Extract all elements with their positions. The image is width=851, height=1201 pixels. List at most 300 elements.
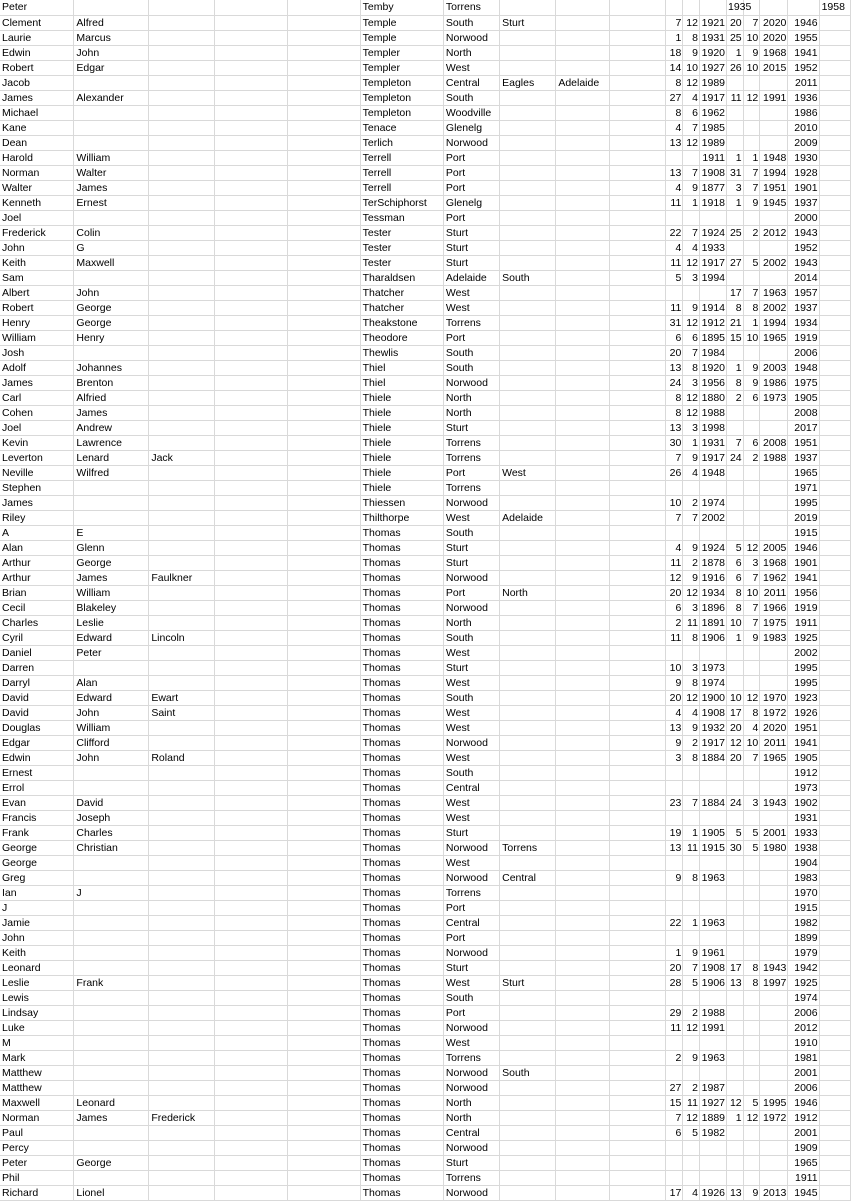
cell[interactable] bbox=[683, 285, 700, 300]
cell[interactable]: 1911 bbox=[788, 615, 819, 630]
cell[interactable] bbox=[500, 1020, 556, 1035]
cell[interactable]: 6 bbox=[743, 435, 760, 450]
cell[interactable] bbox=[727, 1140, 744, 1155]
cell[interactable] bbox=[819, 255, 850, 270]
cell[interactable]: 3 bbox=[727, 180, 744, 195]
cell[interactable] bbox=[819, 1170, 850, 1185]
cell[interactable] bbox=[727, 870, 744, 885]
cell[interactable]: 1946 bbox=[788, 15, 819, 30]
cell[interactable]: 1908 bbox=[699, 960, 726, 975]
cell[interactable]: 7 bbox=[665, 15, 683, 30]
cell[interactable] bbox=[74, 660, 149, 675]
cell[interactable] bbox=[149, 105, 215, 120]
cell[interactable]: Marcus bbox=[74, 30, 149, 45]
cell[interactable]: 30 bbox=[665, 435, 683, 450]
cell[interactable] bbox=[743, 420, 760, 435]
cell[interactable] bbox=[500, 375, 556, 390]
cell[interactable] bbox=[74, 930, 149, 945]
cell[interactable] bbox=[760, 420, 788, 435]
cell[interactable] bbox=[819, 465, 850, 480]
cell[interactable] bbox=[214, 885, 287, 900]
cell[interactable] bbox=[287, 930, 360, 945]
cell[interactable] bbox=[149, 45, 215, 60]
cell[interactable] bbox=[727, 810, 744, 825]
cell[interactable] bbox=[819, 1065, 850, 1080]
cell[interactable] bbox=[610, 690, 665, 705]
cell[interactable]: 1937 bbox=[788, 300, 819, 315]
cell[interactable] bbox=[287, 15, 360, 30]
cell[interactable] bbox=[214, 1050, 287, 1065]
cell[interactable]: David bbox=[0, 690, 74, 705]
cell[interactable] bbox=[683, 900, 700, 915]
cell[interactable] bbox=[819, 1080, 850, 1095]
cell[interactable] bbox=[287, 150, 360, 165]
cell[interactable] bbox=[287, 870, 360, 885]
cell[interactable] bbox=[819, 1125, 850, 1140]
cell[interactable] bbox=[556, 630, 610, 645]
cell[interactable]: West bbox=[443, 60, 499, 75]
cell[interactable]: 1923 bbox=[788, 690, 819, 705]
cell[interactable]: John bbox=[0, 930, 74, 945]
cell[interactable] bbox=[214, 735, 287, 750]
cell[interactable]: 1975 bbox=[760, 615, 788, 630]
cell[interactable] bbox=[683, 1155, 700, 1170]
cell[interactable]: Saint bbox=[149, 705, 215, 720]
cell[interactable]: 11 bbox=[683, 840, 700, 855]
cell[interactable]: Thomas bbox=[360, 1050, 443, 1065]
cell[interactable]: 1904 bbox=[788, 855, 819, 870]
cell[interactable]: Alexander bbox=[74, 90, 149, 105]
cell[interactable] bbox=[699, 855, 726, 870]
cell[interactable]: Tester bbox=[360, 240, 443, 255]
cell[interactable]: George bbox=[74, 1155, 149, 1170]
cell[interactable] bbox=[760, 1035, 788, 1050]
cell[interactable]: 1946 bbox=[788, 540, 819, 555]
cell[interactable]: Thomas bbox=[360, 1035, 443, 1050]
cell[interactable]: 8 bbox=[665, 105, 683, 120]
cell[interactable]: 17 bbox=[727, 705, 744, 720]
cell[interactable] bbox=[149, 285, 215, 300]
cell[interactable]: 2011 bbox=[760, 585, 788, 600]
cell[interactable]: 2020 bbox=[760, 720, 788, 735]
cell[interactable] bbox=[556, 885, 610, 900]
cell[interactable] bbox=[500, 195, 556, 210]
cell[interactable] bbox=[500, 345, 556, 360]
cell[interactable]: 9 bbox=[683, 570, 700, 585]
cell[interactable] bbox=[610, 150, 665, 165]
cell[interactable] bbox=[727, 1050, 744, 1065]
cell[interactable] bbox=[743, 1155, 760, 1170]
cell[interactable] bbox=[610, 375, 665, 390]
cell[interactable] bbox=[556, 510, 610, 525]
cell[interactable]: Leonard bbox=[74, 1095, 149, 1110]
cell[interactable] bbox=[699, 780, 726, 795]
cell[interactable]: 1925 bbox=[788, 975, 819, 990]
cell[interactable]: 5 bbox=[743, 825, 760, 840]
cell[interactable] bbox=[819, 240, 850, 255]
cell[interactable]: Norwood bbox=[443, 495, 499, 510]
cell[interactable]: Temple bbox=[360, 15, 443, 30]
cell[interactable] bbox=[287, 990, 360, 1005]
cell[interactable]: North bbox=[443, 390, 499, 405]
cell[interactable] bbox=[699, 990, 726, 1005]
cell[interactable] bbox=[214, 150, 287, 165]
cell[interactable] bbox=[74, 135, 149, 150]
cell[interactable] bbox=[556, 555, 610, 570]
cell[interactable] bbox=[556, 495, 610, 510]
cell[interactable] bbox=[760, 75, 788, 90]
cell[interactable] bbox=[500, 30, 556, 45]
cell[interactable] bbox=[610, 480, 665, 495]
cell[interactable] bbox=[743, 915, 760, 930]
cell[interactable] bbox=[214, 810, 287, 825]
cell[interactable] bbox=[610, 750, 665, 765]
cell[interactable]: Blakeley bbox=[74, 600, 149, 615]
cell[interactable] bbox=[727, 480, 744, 495]
cell[interactable] bbox=[819, 825, 850, 840]
cell[interactable] bbox=[760, 780, 788, 795]
cell[interactable]: 8 bbox=[665, 390, 683, 405]
cell[interactable]: 8 bbox=[727, 375, 744, 390]
cell[interactable] bbox=[819, 360, 850, 375]
cell[interactable]: 8 bbox=[683, 675, 700, 690]
cell[interactable]: William bbox=[0, 330, 74, 345]
cell[interactable] bbox=[214, 450, 287, 465]
cell[interactable] bbox=[819, 315, 850, 330]
cell[interactable] bbox=[743, 885, 760, 900]
cell[interactable]: West bbox=[443, 795, 499, 810]
cell[interactable] bbox=[74, 1140, 149, 1155]
cell[interactable] bbox=[665, 1155, 683, 1170]
cell[interactable] bbox=[727, 780, 744, 795]
cell[interactable]: 7 bbox=[683, 165, 700, 180]
cell[interactable]: E bbox=[74, 525, 149, 540]
cell[interactable] bbox=[610, 660, 665, 675]
cell[interactable] bbox=[699, 930, 726, 945]
cell[interactable]: 1931 bbox=[699, 30, 726, 45]
cell[interactable]: 8 bbox=[665, 405, 683, 420]
cell[interactable]: 9 bbox=[743, 360, 760, 375]
cell[interactable] bbox=[74, 870, 149, 885]
cell[interactable] bbox=[500, 1170, 556, 1185]
cell[interactable] bbox=[287, 330, 360, 345]
cell[interactable]: 9 bbox=[683, 1050, 700, 1065]
cell[interactable]: Terlich bbox=[360, 135, 443, 150]
cell[interactable] bbox=[610, 330, 665, 345]
cell[interactable]: Thiel bbox=[360, 360, 443, 375]
cell[interactable] bbox=[214, 420, 287, 435]
cell[interactable] bbox=[727, 1065, 744, 1080]
cell[interactable]: 1877 bbox=[699, 180, 726, 195]
cell[interactable] bbox=[214, 690, 287, 705]
cell[interactable]: 2002 bbox=[788, 645, 819, 660]
cell[interactable] bbox=[149, 930, 215, 945]
cell[interactable]: 7 bbox=[743, 285, 760, 300]
cell[interactable] bbox=[287, 165, 360, 180]
cell[interactable]: 1 bbox=[743, 150, 760, 165]
cell[interactable]: 1995 bbox=[788, 660, 819, 675]
cell[interactable] bbox=[500, 900, 556, 915]
cell[interactable] bbox=[287, 105, 360, 120]
cell[interactable]: 1 bbox=[683, 915, 700, 930]
cell[interactable]: 2017 bbox=[788, 420, 819, 435]
cell[interactable] bbox=[727, 930, 744, 945]
cell[interactable]: 23 bbox=[665, 795, 683, 810]
cell[interactable]: 11 bbox=[727, 90, 744, 105]
cell[interactable] bbox=[743, 510, 760, 525]
cell[interactable]: 1951 bbox=[788, 720, 819, 735]
cell[interactable]: South bbox=[443, 525, 499, 540]
cell[interactable] bbox=[819, 225, 850, 240]
cell[interactable] bbox=[149, 585, 215, 600]
cell[interactable]: 1 bbox=[727, 630, 744, 645]
cell[interactable]: 20 bbox=[665, 960, 683, 975]
cell[interactable]: North bbox=[443, 1110, 499, 1125]
cell[interactable] bbox=[214, 1170, 287, 1185]
cell[interactable]: 1930 bbox=[788, 150, 819, 165]
cell[interactable] bbox=[214, 1125, 287, 1140]
cell[interactable] bbox=[760, 915, 788, 930]
cell[interactable] bbox=[287, 465, 360, 480]
cell[interactable]: Thomas bbox=[360, 915, 443, 930]
cell[interactable] bbox=[556, 945, 610, 960]
cell[interactable]: Port bbox=[443, 180, 499, 195]
cell[interactable]: Thomas bbox=[360, 1095, 443, 1110]
cell[interactable] bbox=[665, 210, 683, 225]
cell[interactable]: Theakstone bbox=[360, 315, 443, 330]
cell[interactable] bbox=[149, 915, 215, 930]
cell[interactable] bbox=[819, 855, 850, 870]
cell[interactable]: 7 bbox=[743, 15, 760, 30]
cell[interactable]: 1 bbox=[683, 435, 700, 450]
cell[interactable] bbox=[500, 780, 556, 795]
cell[interactable]: Norwood bbox=[443, 375, 499, 390]
cell[interactable]: 3 bbox=[743, 555, 760, 570]
cell[interactable] bbox=[610, 525, 665, 540]
cell[interactable]: Thomas bbox=[360, 1185, 443, 1200]
cell[interactable] bbox=[500, 420, 556, 435]
cell[interactable]: 9 bbox=[743, 195, 760, 210]
cell[interactable]: Thomas bbox=[360, 960, 443, 975]
cell[interactable]: South bbox=[443, 15, 499, 30]
cell[interactable] bbox=[214, 1035, 287, 1050]
cell[interactable]: Central bbox=[500, 870, 556, 885]
cell[interactable] bbox=[214, 1005, 287, 1020]
cell[interactable]: 4 bbox=[665, 705, 683, 720]
cell[interactable]: 1926 bbox=[788, 705, 819, 720]
cell[interactable] bbox=[214, 285, 287, 300]
cell[interactable] bbox=[214, 855, 287, 870]
cell[interactable] bbox=[727, 510, 744, 525]
cell[interactable]: Thiele bbox=[360, 420, 443, 435]
cell[interactable] bbox=[149, 675, 215, 690]
cell[interactable] bbox=[214, 45, 287, 60]
cell[interactable] bbox=[665, 930, 683, 945]
cell[interactable]: 1951 bbox=[760, 180, 788, 195]
cell[interactable] bbox=[610, 1020, 665, 1035]
cell[interactable] bbox=[500, 165, 556, 180]
cell[interactable] bbox=[500, 765, 556, 780]
cell[interactable]: Maxwell bbox=[74, 255, 149, 270]
cell[interactable] bbox=[665, 990, 683, 1005]
cell[interactable] bbox=[743, 1050, 760, 1065]
cell[interactable]: Norwood bbox=[443, 1140, 499, 1155]
cell[interactable]: Jack bbox=[149, 450, 215, 465]
cell[interactable] bbox=[727, 1080, 744, 1095]
cell[interactable] bbox=[500, 360, 556, 375]
cell[interactable]: Thomas bbox=[360, 825, 443, 840]
cell[interactable] bbox=[287, 375, 360, 390]
cell[interactable]: 10 bbox=[727, 690, 744, 705]
cell[interactable]: George bbox=[74, 300, 149, 315]
cell[interactable]: Port bbox=[443, 150, 499, 165]
cell[interactable] bbox=[743, 930, 760, 945]
cell[interactable] bbox=[500, 150, 556, 165]
cell[interactable]: South bbox=[500, 1065, 556, 1080]
cell[interactable]: 1981 bbox=[788, 1050, 819, 1065]
cell[interactable] bbox=[556, 690, 610, 705]
cell[interactable] bbox=[287, 690, 360, 705]
cell[interactable] bbox=[683, 930, 700, 945]
cell[interactable] bbox=[500, 615, 556, 630]
cell[interactable]: James bbox=[0, 375, 74, 390]
cell[interactable]: Thomas bbox=[360, 600, 443, 615]
cell[interactable]: 8 bbox=[727, 600, 744, 615]
cell[interactable]: Eagles bbox=[500, 75, 556, 90]
cell[interactable] bbox=[149, 180, 215, 195]
cell[interactable]: 1956 bbox=[788, 585, 819, 600]
cell[interactable]: 1911 bbox=[699, 150, 726, 165]
cell[interactable] bbox=[610, 1005, 665, 1020]
cell[interactable] bbox=[683, 855, 700, 870]
cell[interactable] bbox=[287, 405, 360, 420]
cell[interactable] bbox=[500, 60, 556, 75]
cell[interactable]: 1 bbox=[683, 825, 700, 840]
cell[interactable] bbox=[149, 270, 215, 285]
cell[interactable] bbox=[727, 660, 744, 675]
cell[interactable]: 3 bbox=[683, 375, 700, 390]
cell[interactable] bbox=[149, 300, 215, 315]
cell[interactable]: Francis bbox=[0, 810, 74, 825]
cell[interactable] bbox=[149, 1140, 215, 1155]
cell[interactable]: Thomas bbox=[360, 1005, 443, 1020]
cell[interactable] bbox=[556, 795, 610, 810]
cell[interactable]: 7 bbox=[683, 960, 700, 975]
cell[interactable] bbox=[500, 315, 556, 330]
cell[interactable]: Thomas bbox=[360, 810, 443, 825]
cell[interactable] bbox=[665, 645, 683, 660]
cell[interactable]: Norwood bbox=[443, 840, 499, 855]
cell[interactable]: 9 bbox=[665, 675, 683, 690]
cell[interactable] bbox=[819, 1020, 850, 1035]
cell[interactable]: Port bbox=[443, 165, 499, 180]
cell[interactable]: 1921 bbox=[699, 15, 726, 30]
cell[interactable]: Sturt bbox=[443, 555, 499, 570]
cell[interactable] bbox=[665, 525, 683, 540]
cell[interactable] bbox=[214, 915, 287, 930]
cell[interactable]: Torrens bbox=[500, 840, 556, 855]
cell[interactable] bbox=[760, 1140, 788, 1155]
cell[interactable]: James bbox=[74, 180, 149, 195]
cell[interactable] bbox=[214, 780, 287, 795]
cell[interactable]: Thomas bbox=[360, 1155, 443, 1170]
cell[interactable]: 1 bbox=[665, 30, 683, 45]
cell[interactable] bbox=[743, 900, 760, 915]
cell[interactable] bbox=[819, 45, 850, 60]
cell[interactable]: Thomas bbox=[360, 1080, 443, 1095]
cell[interactable] bbox=[819, 690, 850, 705]
cell[interactable]: Thomas bbox=[360, 885, 443, 900]
cell[interactable]: 12 bbox=[743, 1110, 760, 1125]
cell[interactable]: 1878 bbox=[699, 555, 726, 570]
cell[interactable] bbox=[556, 405, 610, 420]
cell[interactable] bbox=[699, 1035, 726, 1050]
cell[interactable] bbox=[819, 1095, 850, 1110]
cell[interactable]: 1979 bbox=[788, 945, 819, 960]
cell[interactable]: Cohen bbox=[0, 405, 74, 420]
cell[interactable] bbox=[743, 270, 760, 285]
cell[interactable]: Brian bbox=[0, 585, 74, 600]
cell[interactable] bbox=[743, 525, 760, 540]
cell[interactable]: 1911 bbox=[788, 1170, 819, 1185]
cell[interactable] bbox=[760, 120, 788, 135]
cell[interactable] bbox=[727, 270, 744, 285]
cell[interactable]: Torrens bbox=[443, 315, 499, 330]
cell[interactable] bbox=[149, 765, 215, 780]
cell[interactable] bbox=[556, 1185, 610, 1200]
cell[interactable]: William bbox=[74, 585, 149, 600]
cell[interactable]: 17 bbox=[727, 960, 744, 975]
cell[interactable] bbox=[214, 975, 287, 990]
cell[interactable]: Ernest bbox=[0, 765, 74, 780]
cell[interactable] bbox=[556, 135, 610, 150]
cell[interactable]: Thomas bbox=[360, 855, 443, 870]
cell[interactable]: 2012 bbox=[760, 225, 788, 240]
cell[interactable]: 2 bbox=[683, 1080, 700, 1095]
cell[interactable] bbox=[149, 1050, 215, 1065]
cell[interactable] bbox=[149, 165, 215, 180]
cell[interactable] bbox=[819, 75, 850, 90]
cell[interactable]: Terrell bbox=[360, 180, 443, 195]
cell[interactable]: 1995 bbox=[788, 495, 819, 510]
cell[interactable] bbox=[699, 0, 726, 15]
cell[interactable] bbox=[683, 885, 700, 900]
cell[interactable]: 1908 bbox=[699, 705, 726, 720]
cell[interactable]: 26 bbox=[665, 465, 683, 480]
cell[interactable]: 1963 bbox=[699, 915, 726, 930]
cell[interactable]: Temple bbox=[360, 30, 443, 45]
cell[interactable]: 3 bbox=[683, 660, 700, 675]
cell[interactable] bbox=[610, 960, 665, 975]
cell[interactable] bbox=[819, 630, 850, 645]
cell[interactable] bbox=[727, 1005, 744, 1020]
cell[interactable]: 1 bbox=[727, 195, 744, 210]
cell[interactable]: Alan bbox=[0, 540, 74, 555]
cell[interactable]: 1 bbox=[727, 45, 744, 60]
cell[interactable] bbox=[149, 510, 215, 525]
cell[interactable] bbox=[819, 1110, 850, 1125]
cell[interactable] bbox=[500, 480, 556, 495]
cell[interactable]: Henry bbox=[74, 330, 149, 345]
cell[interactable] bbox=[74, 1080, 149, 1095]
cell[interactable] bbox=[214, 75, 287, 90]
cell[interactable]: 1957 bbox=[788, 285, 819, 300]
cell[interactable] bbox=[683, 765, 700, 780]
cell[interactable] bbox=[287, 450, 360, 465]
cell[interactable]: South bbox=[443, 630, 499, 645]
cell[interactable]: 1934 bbox=[699, 585, 726, 600]
cell[interactable]: Thomas bbox=[360, 690, 443, 705]
